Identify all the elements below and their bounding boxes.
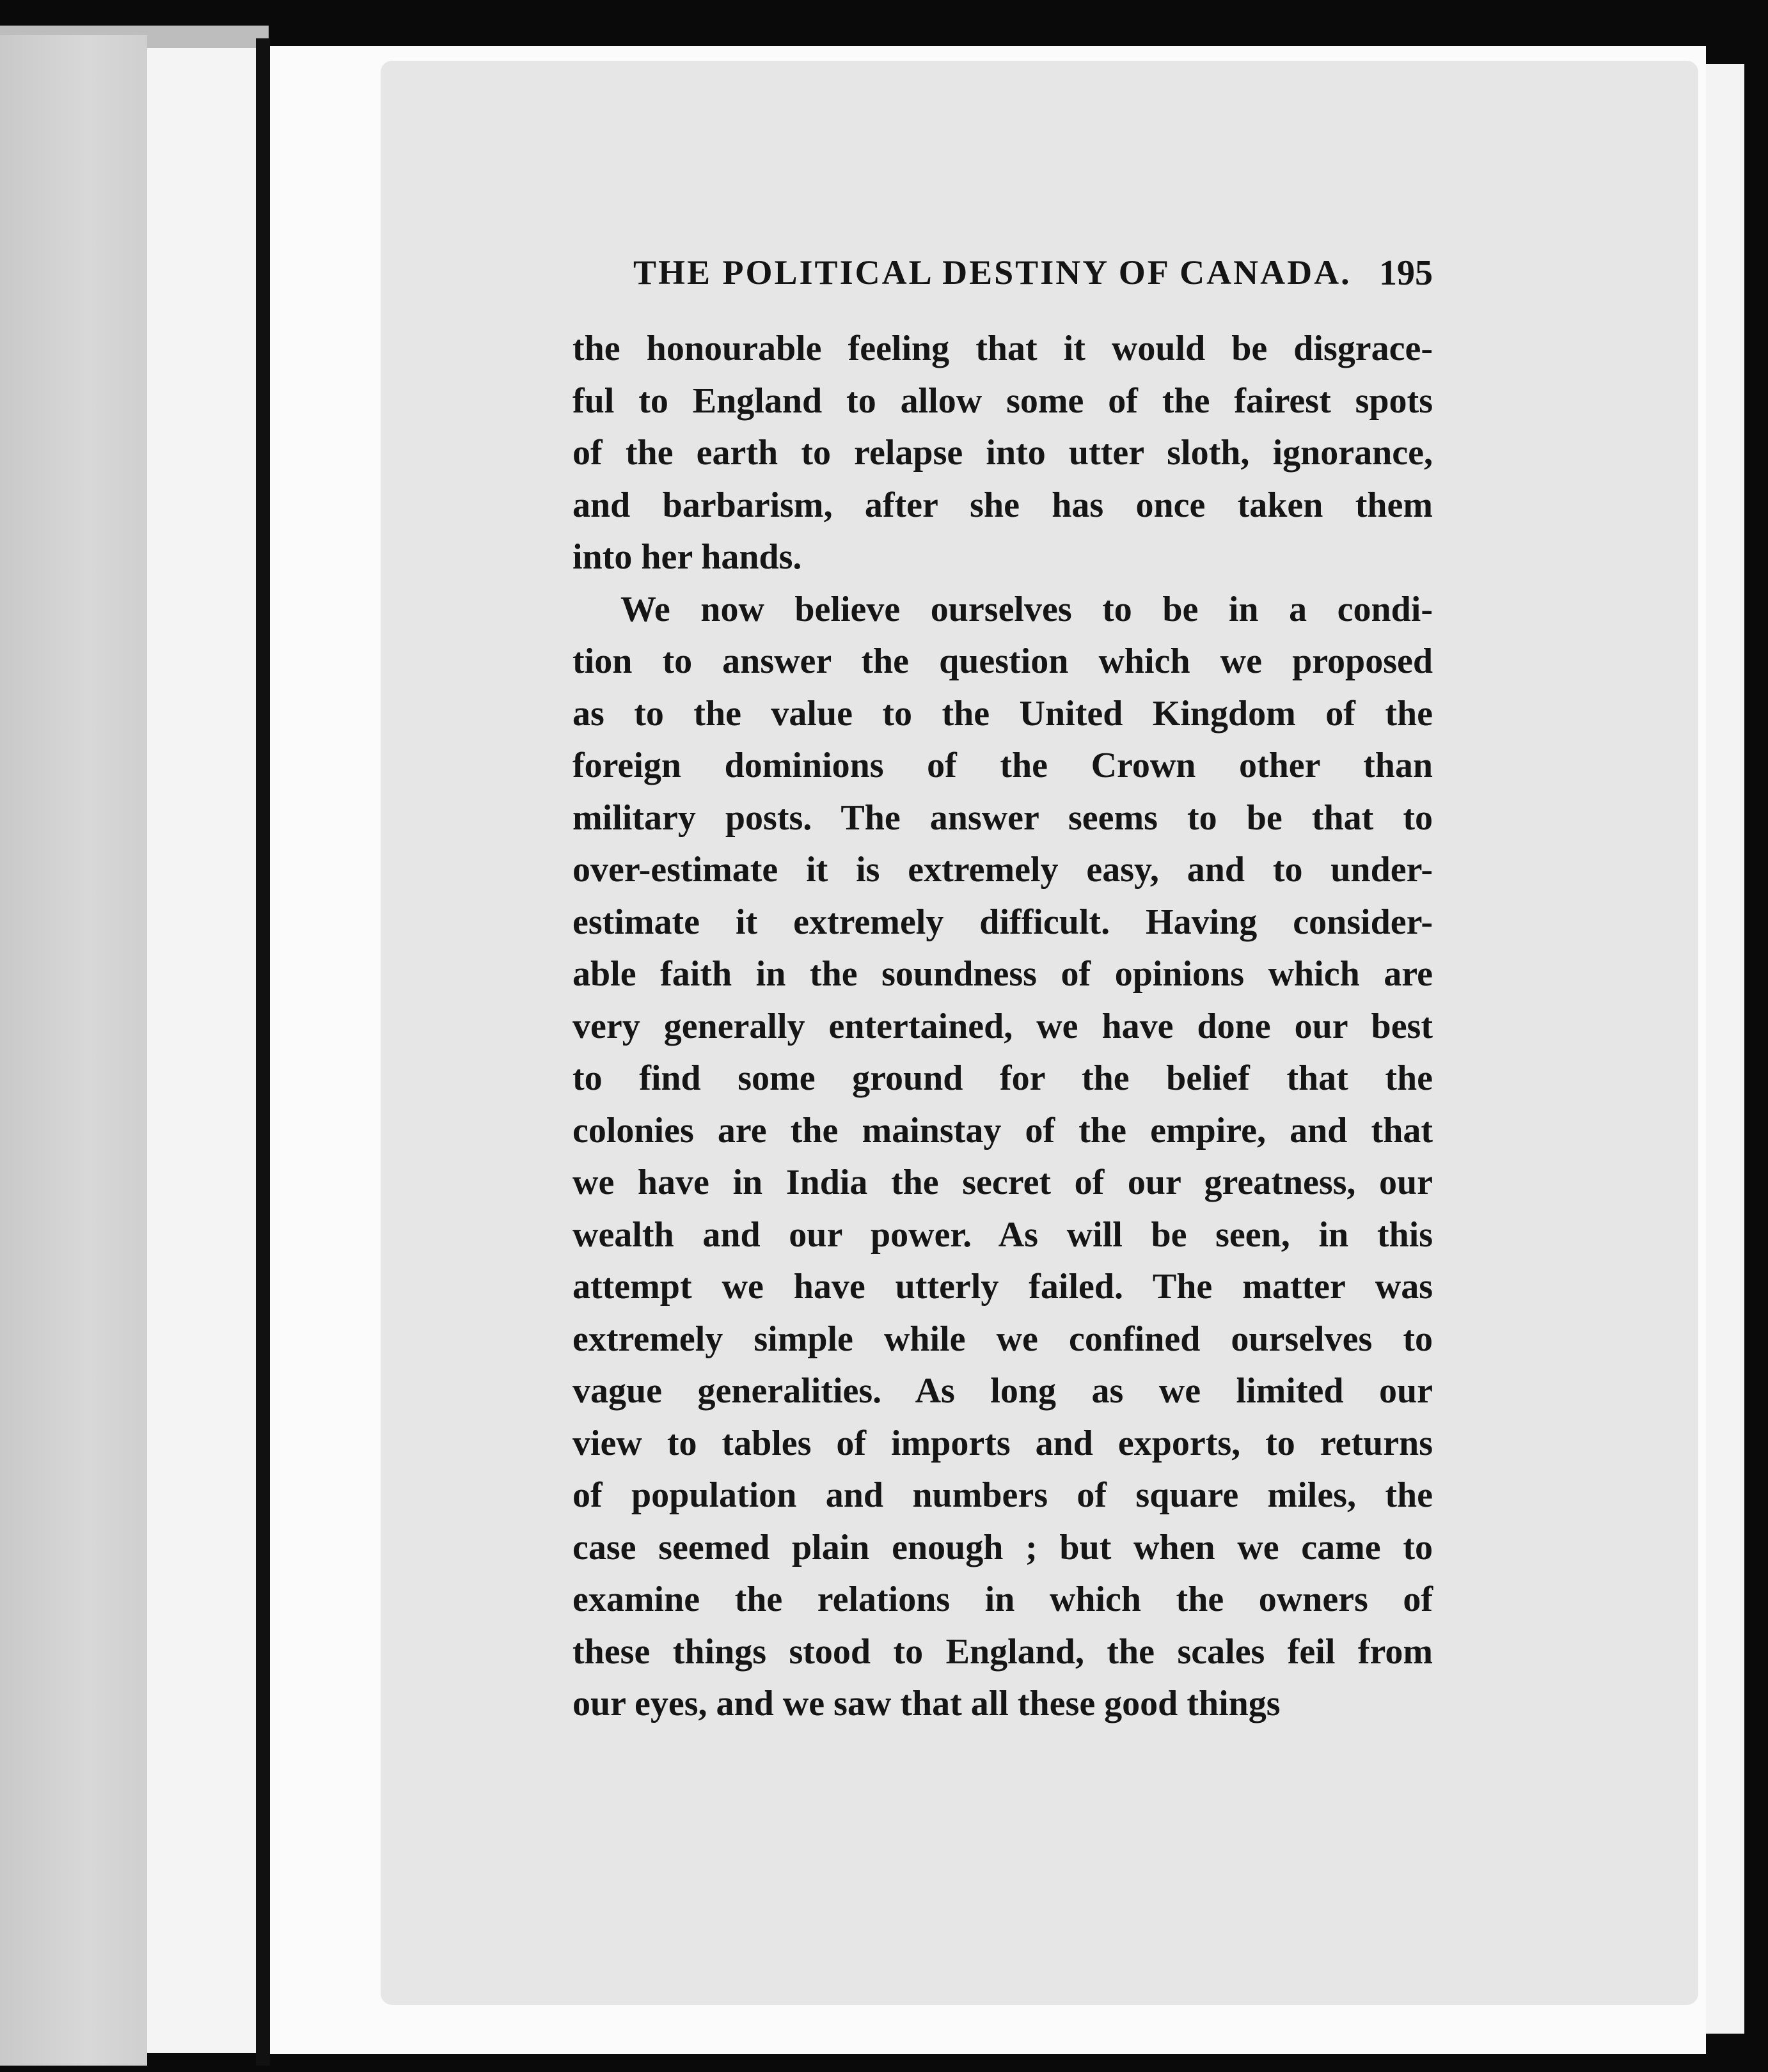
- text-line: military posts. The answer seems to be that to: [572, 797, 1433, 838]
- text-line: we have in India the secret of our greatness, our: [572, 1163, 1433, 1202]
- paragraph: [572, 584, 1433, 1731]
- page-number: 195: [1379, 253, 1433, 293]
- gutter-shadow: [256, 38, 270, 2066]
- text-line: attempt we have utterly failed. The matter was: [572, 1267, 1433, 1307]
- text-line: to find some ground for the belief that the: [572, 1058, 1433, 1098]
- text-line: wealth and our power. As will be seen, in this: [572, 1214, 1433, 1255]
- text-line: these things stood to England, the scales feil from: [572, 1631, 1433, 1672]
- text-line: into her hands.: [572, 537, 802, 577]
- body-text: [572, 323, 1433, 1731]
- running-head: [633, 253, 1433, 297]
- text-line: foreign dominions of the Crown other than: [572, 746, 1433, 785]
- text-line: of population and numbers of square miles, the: [572, 1475, 1433, 1515]
- text-line: examine the relations in which the owners of: [572, 1580, 1433, 1619]
- text-line: extremely simple while we confined ourselves to: [572, 1319, 1433, 1359]
- text-line: view to tables of imports and exports, to returns: [572, 1423, 1433, 1463]
- text-line: and barbarism, after she has once taken them: [572, 485, 1433, 525]
- text-line: over-estimate it is extremely easy, and to under-: [572, 850, 1433, 890]
- text-line: ful to England to allow some of the fairest spots: [572, 381, 1433, 421]
- text-line: of the earth to relapse into utter sloth, ignorance,: [572, 433, 1433, 473]
- text-line: as to the value to the United Kingdom of the: [572, 693, 1433, 734]
- paragraph: [572, 323, 1433, 584]
- text-line: the honourable feeling that it would be disgrace-: [572, 329, 1433, 368]
- running-title: THE POLITICAL DESTINY OF CANADA.: [633, 253, 1352, 292]
- text-line: case seemed plain enough ; but when we came to: [572, 1527, 1433, 1567]
- gutter-strip: [147, 48, 256, 2053]
- text-line: able faith in the soundness of opinions which are: [572, 954, 1433, 994]
- text-line: estimate it extremely difficult. Having consider-: [572, 902, 1433, 942]
- facing-page-edge: [0, 35, 147, 2066]
- text-line: colonies are the mainstay of the empire, and that: [572, 1110, 1433, 1150]
- text-line: our eyes, and we saw that all these good things: [572, 1684, 1281, 1723]
- text-line: We now believe ourselves to be in a condi-: [620, 589, 1433, 629]
- text-line: tion to answer the question which we proposed: [572, 641, 1433, 681]
- text-line: vague generalities. As long as we limited our: [572, 1371, 1433, 1411]
- text-line: very generally entertained, we have done our best: [572, 1006, 1433, 1046]
- page-right-edge: [1706, 64, 1744, 2034]
